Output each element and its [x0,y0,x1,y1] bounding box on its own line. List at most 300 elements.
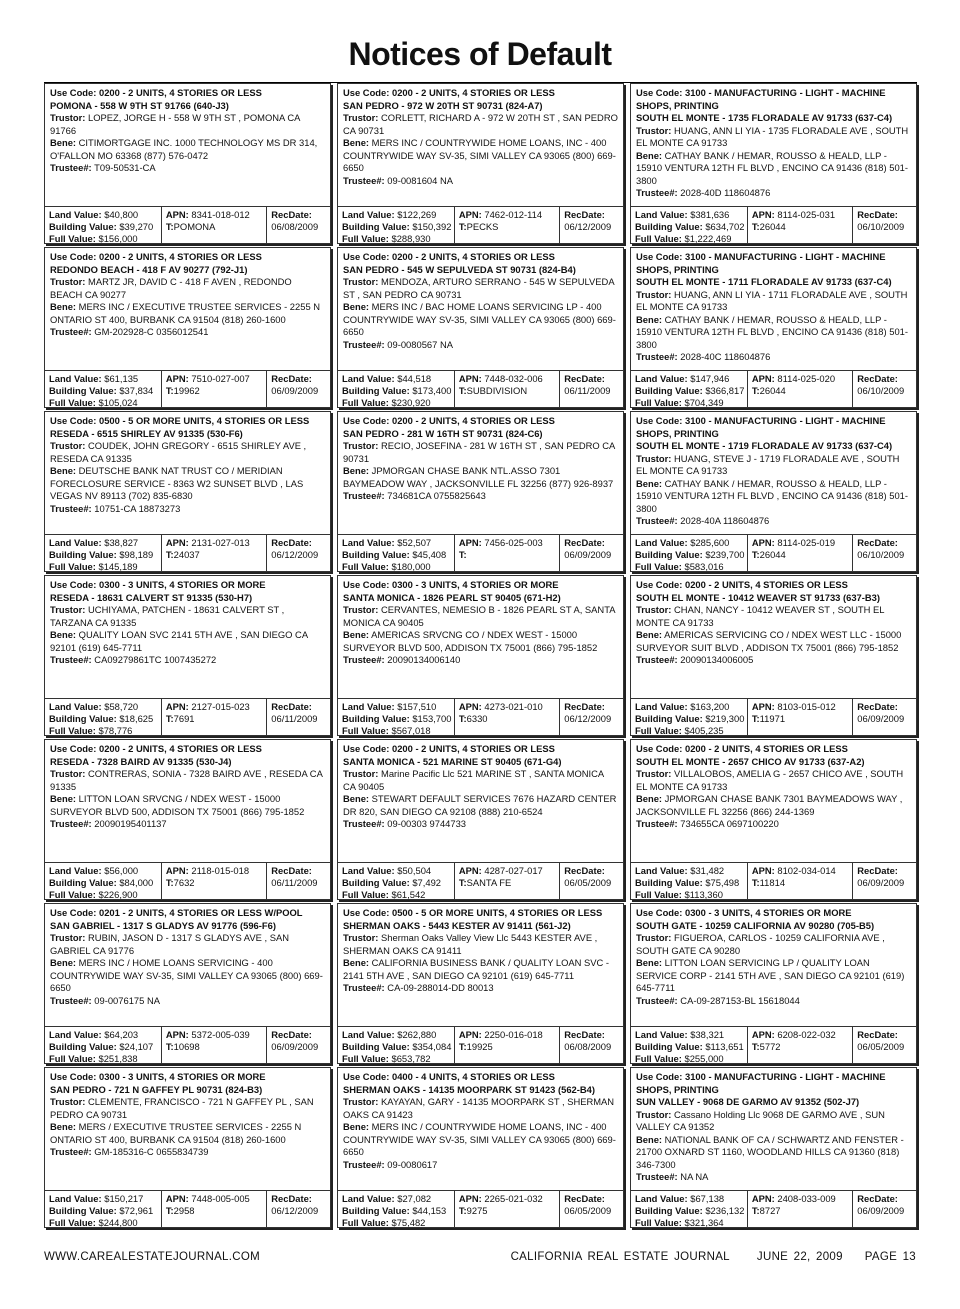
property-address: SHERMAN OAKS - 14135 MOORPARK ST 91423 (562-B4) [343,1083,595,1095]
bene-value: MERS INC / BAC HOME LOANS SERVICING LP - 400 COUNTRYWIDE WAY SV-35, SIMI VALLEY CA 93065 (800) 669-6650 [343,301,616,337]
property-address: RESEDA - 6515 SHIRLEY AV 91335 (530-F6) [50,427,243,439]
use-code-label: Use Code: [50,907,97,918]
use-code-value: 0300 - 3 UNITS, 4 STORIES OR MORE [98,579,266,590]
land-label: Land Value: [342,209,395,220]
recdate-value: 06/08/2009 [271,221,319,232]
value-row [45,1190,330,1227]
trustee-value: NA NA [680,1171,709,1182]
land-value: $61,135 [104,373,139,384]
apn-label: APN: [458,1029,482,1040]
trustee-value: 734655CA 0697100220 [680,818,779,829]
values-cell [631,1027,748,1063]
recdate-value: 06/11/2009 [271,713,318,724]
t-label: T: [165,1041,174,1052]
t-value: POMONA [173,221,216,232]
trustor-label: Trustor: [636,604,672,615]
t-label: T: [751,1205,760,1216]
recdate-cell [560,863,623,899]
trustor-value: Sherman Oaks Valley View Llc 5443 KESTER AVE , SHERMAN OAKS CA 91411 [343,932,598,956]
recdate-cell [267,207,330,243]
apn-label: APN: [458,1193,482,1204]
apn-label: APN: [165,1029,189,1040]
trustee-label: Trustee#: [343,654,385,665]
trustee-label: Trustee#: [50,994,92,1006]
bene-label: Bene: [50,957,77,968]
bene-label: Bene: [636,629,663,640]
apn-label: APN: [458,865,482,876]
notice-card [630,575,917,736]
recdate-cell [560,699,623,735]
apn-value: 2408-033-009 [777,1193,836,1204]
recdate-value: 06/12/2009 [271,1205,319,1216]
notice-text [631,248,916,370]
full-label: Full Value: [635,889,682,899]
t-value: 24037 [173,549,200,560]
recdate-value: 06/05/2009 [564,877,612,888]
land-label: Land Value: [49,537,102,548]
land-label: Land Value: [342,1193,395,1204]
building-value: $37,834 [119,385,154,396]
full-label: Full Value: [49,233,96,243]
trustor-label: Trustor: [636,932,672,943]
trustor-label: Trustor: [343,1096,379,1107]
recdate-cell [560,371,623,407]
bene-label: Bene: [636,793,663,804]
recdate-value: 06/12/2009 [564,221,612,232]
value-row [631,1190,916,1227]
trustor-value: MARTZ JR, DAVID C - 418 F AVEN , REDONDO BEACH CA 90277 [50,276,292,300]
building-value: $72,961 [119,1205,154,1216]
apn-label: APN: [165,209,189,220]
value-row [45,370,330,407]
land-label: Land Value: [49,1029,102,1040]
full-label: Full Value: [635,397,682,407]
apn-cell [162,1191,267,1227]
building-value: $113,651 [705,1041,744,1052]
apn-label: APN: [751,209,775,220]
use-code-value: 0200 - 2 UNITS, 4 STORIES OR LESS [98,87,262,98]
building-label: Building Value: [342,1041,410,1052]
trustor-label: Trustor: [50,604,86,615]
full-value: $226,900 [98,889,138,899]
trustor-value: CLEMENTE, FRANCISCO - 721 N GAFFEY PL , SAN PEDRO CA 90731 [50,1096,314,1120]
value-row [338,206,623,243]
bene-value: CATHAY BANK / HEMAR, ROUSSO & HEALD, LLP - 15910 VENTURA 12TH FL BLVD , ENCINO CA 91436 (818) 501-3800 [636,477,908,514]
full-value: $230,920 [391,397,431,407]
bene-label: Bene: [50,1121,77,1132]
apn-cell [162,699,267,735]
t-value: 2958 [173,1205,195,1216]
bene-value: DEUTSCHE BANK NAT TRUST CO / MERIDIAN FORECLOSURE SERVICE - 8363 W2 SUNSET BLVD , LAS VEGAS NV 89113 (702) 835-6830 [50,465,304,501]
building-label: Building Value: [49,1205,117,1216]
t-label: T: [751,221,760,232]
t-label: T: [751,1041,760,1052]
values-cell [631,207,748,243]
property-address: SAN GABRIEL - 1317 S GLADYS AV 91776 (596-F6) [50,919,276,931]
apn-cell [748,1191,853,1227]
notice-text [631,412,916,534]
values-cell [631,699,748,735]
land-value: $150,217 [104,1193,144,1204]
notice-card [44,411,331,572]
full-value: $113,360 [684,889,723,899]
recdate-label: RecDate: [857,1029,898,1040]
full-label: Full Value: [342,1053,389,1063]
apn-label: APN: [458,537,482,548]
bene-value: JPMORGAN CHASE BANK NTL.ASSO 7301 BAYMEADOW WAY , JACKSONVILLE FL 32256 (877) 926-8937 [343,465,614,489]
recdate-value: 06/09/2009 [271,385,319,396]
trustee-label: Trustee#: [343,490,385,501]
bene-label: Bene: [636,1133,663,1145]
value-row [338,1026,623,1063]
notice-text [45,576,330,698]
recdate-label: RecDate: [564,537,605,548]
property-address: RESEDA - 18631 CALVERT ST 91335 (530-H7) [50,591,253,603]
notice-text [338,740,623,862]
footer-page: PAGE 13 [864,1251,916,1263]
apn-cell [455,699,560,735]
property-address: SOUTH EL MONTE - 1719 FLORADALE AV 91733 (637-C4) [636,440,893,451]
full-value: $105,024 [98,397,138,407]
recdate-cell [267,535,330,571]
full-value: $704,349 [684,397,724,407]
land-label: Land Value: [342,373,395,384]
use-code-label: Use Code: [636,251,683,262]
value-row [45,534,330,571]
property-address: POMONA - 558 W 9TH ST 91766 (640-J3) [50,99,229,111]
use-code-label: Use Code: [636,87,683,98]
values-cell [45,863,162,899]
use-code-value: 0500 - 5 OR MORE UNITS, 4 STORIES OR LESS [391,907,603,918]
apn-cell [455,371,560,407]
values-cell [338,207,455,243]
footer-website: WWW.CAREALESTATEJOURNAL.COM [44,1251,260,1263]
building-value: $236,132 [705,1205,745,1216]
notice-text [338,412,623,534]
recdate-cell [267,863,330,899]
use-code-value: 3100 - MANUFACTURING - LIGHT - MACHINE SHOPS, PRINTING [636,415,886,439]
land-value: $27,082 [397,1193,432,1204]
recdate-label: RecDate: [564,701,605,712]
use-code-value: 3100 - MANUFACTURING - LIGHT - MACHINE SHOPS, PRINTING [636,251,886,275]
recdate-label: RecDate: [271,373,312,384]
building-label: Building Value: [49,877,117,888]
land-value: $40,800 [104,209,139,220]
full-label: Full Value: [49,561,96,571]
building-label: Building Value: [635,1041,703,1052]
building-label: Building Value: [635,385,703,396]
full-label: Full Value: [635,233,682,243]
trustee-value: GM-185316-C 0655834739 [94,1146,209,1157]
land-label: Land Value: [342,537,395,548]
full-label: Full Value: [342,889,389,899]
apn-cell [455,207,560,243]
bene-label: Bene: [343,629,370,640]
full-value: $251,838 [98,1053,138,1063]
bene-value: MERS INC / COUNTRYWIDE HOME LOANS, INC - 400 COUNTRYWIDE WAY SV-35, SIMI VALLEY CA 93065 (800) 669-6650 [343,1121,616,1157]
land-value: $64,203 [104,1029,139,1040]
recdate-value: 06/09/2009 [857,877,905,888]
trustee-label: Trustee#: [50,818,92,829]
full-value: $78,776 [98,725,133,735]
notice-card [44,83,331,244]
land-value: $58,720 [104,701,139,712]
footer-date: JUNE 22, 2009 [756,1251,843,1263]
apn-value: 8114-025-020 [777,373,836,384]
apn-label: APN: [751,701,775,712]
value-row [45,206,330,243]
values-cell [45,207,162,243]
full-label: Full Value: [635,725,682,735]
t-value: SANTA FE [466,877,512,888]
building-value: $150,392 [412,221,452,232]
recdate-value: 06/09/2009 [857,1205,905,1216]
apn-cell [748,371,853,407]
building-value: $153,700 [412,713,452,724]
apn-cell [455,863,560,899]
trustee-value: 10751-CA 18873273 [94,502,181,514]
t-label: T: [751,713,760,724]
trustor-value: MENDOZA, ARTURO SERRANO - 545 W SEPULVEDA ST , SAN PEDRO CA 90731 [343,276,615,300]
apn-label: APN: [165,537,189,548]
notice-card [337,1067,624,1228]
land-label: Land Value: [635,537,688,548]
building-label: Building Value: [49,1041,117,1052]
trustee-value: 734681CA 0755825643 [387,490,486,501]
building-value: $634,702 [705,221,745,232]
use-code-value: 0500 - 5 OR MORE UNITS, 4 STORIES OR LESS [98,415,310,426]
building-value: $75,498 [705,877,740,888]
full-label: Full Value: [342,1217,389,1227]
trustee-label: Trustee#: [343,982,385,993]
land-value: $38,827 [104,537,139,548]
recdate-cell [853,371,916,407]
recdate-value: 06/11/2009 [564,385,611,396]
recdate-value: 06/05/2009 [564,1205,612,1216]
recdate-cell [853,699,916,735]
values-cell [338,535,455,571]
full-label: Full Value: [342,725,389,735]
recdate-cell [853,1191,916,1227]
trustor-label: Trustor: [636,452,672,464]
recdate-label: RecDate: [857,1193,898,1204]
value-row [45,862,330,899]
land-label: Land Value: [635,701,688,712]
bene-value: AMERICAS SERVICING CO / NDEX WEST LLC - 15000 SURVEYOR SUIT BLVD , ADDISON TX 75001 (866) 795-1852 [636,629,902,653]
apn-value: 7510-027-007 [191,373,250,384]
recdate-label: RecDate: [271,209,312,220]
recdate-cell [267,1191,330,1227]
trustee-label: Trustee#: [50,502,92,514]
full-label: Full Value: [342,397,389,407]
trustor-label: Trustor: [343,440,379,451]
bene-value: MERS INC / EXECUTIVE TRUSTEE SERVICES - 2255 N ONTARIO ST 400, BURBANK CA 91504 (818) 260-1600 [50,301,321,325]
recdate-label: RecDate: [564,1193,605,1204]
land-label: Land Value: [49,865,102,876]
bene-label: Bene: [343,137,370,148]
notices-grid [44,82,917,1231]
apn-label: APN: [751,373,775,384]
trustor-label: Trustor: [50,440,86,451]
land-value: $67,138 [690,1193,725,1204]
bene-value: STEWART DEFAULT SERVICES 7676 HAZARD CENTER DR 820, SAN DIEGO CA 92108 (888) 210-6524 [343,793,617,817]
land-value: $50,504 [397,865,432,876]
apn-value: 4273-021-010 [484,701,543,712]
bene-label: Bene: [636,477,663,489]
t-label: T: [458,877,467,888]
apn-value: 2265-021-032 [484,1193,543,1204]
use-code-label: Use Code: [636,415,683,426]
apn-value: 2118-015-018 [191,865,250,876]
trustee-label: Trustee#: [343,1158,385,1170]
trustor-value: UCHIYAMA, PATCHEN - 18631 CALVERT ST , TARZANA CA 91335 [50,604,285,628]
apn-cell [162,863,267,899]
building-value: $44,153 [412,1205,447,1216]
t-label: T: [458,713,467,724]
bene-label: Bene: [343,1121,370,1132]
bene-label: Bene: [50,793,77,804]
land-value: $122,269 [397,209,437,220]
notice-text [338,84,623,206]
recdate-label: RecDate: [564,1029,605,1040]
recdate-value: 06/09/2009 [564,549,612,560]
trustor-label: Trustor: [636,124,672,136]
trustee-value: CA-09-287153-BL 15618044 [680,994,800,1006]
trustee-value: 2028-40C 118604876 [680,351,771,362]
page-title: Notices of Default [348,36,612,72]
t-value: 26044 [759,549,786,560]
notice-card [630,247,917,408]
apn-value: 7462-012-114 [484,209,543,220]
t-label: T: [458,1041,467,1052]
recdate-cell [267,371,330,407]
property-address: SANTA MONICA - 1826 PEARL ST 90405 (671-H2) [343,591,561,603]
apn-value: 6208-022-032 [777,1029,836,1040]
trustee-value: 20090134006140 [387,654,461,665]
bene-value: CITIMORTGAGE INC. 1000 TECHNOLOGY MS DR 314, O'FALLON MO 63368 (877) 576-0472 [50,137,318,161]
trustee-label: Trustee#: [50,1146,92,1157]
bene-value: AMERICAS SRVCNG CO / NDEX WEST - 15000 SURVEYOR BLVD 500, ADDISON TX 75001 (866) 795-1852 [343,629,598,653]
land-label: Land Value: [49,1193,102,1204]
apn-value: 8114-025-031 [777,209,836,220]
building-value: $219,300 [705,713,745,724]
building-value: $239,700 [705,549,745,560]
land-value: $262,880 [397,1029,437,1040]
use-code-label: Use Code: [50,87,97,98]
trustor-label: Trustor: [50,932,86,943]
use-code-value: 0300 - 3 UNITS, 4 STORIES OR MORE [391,579,559,590]
trustor-value: COUDEK, JOHN GREGORY - 6515 SHIRLEY AVE , RESEDA CA 91335 [50,440,307,464]
notice-text [45,1068,330,1190]
bene-value: LITTON LOAN SRVCNG / NDEX WEST - 15000 SURVEYOR BLVD 500, ADDISON TX 75001 (866) 795-1852 [50,793,305,817]
apn-value: 4287-027-017 [484,865,543,876]
apn-cell [455,535,560,571]
values-cell [631,863,748,899]
apn-cell [162,535,267,571]
recdate-value: 06/09/2009 [271,1041,319,1052]
use-code-value: 0200 - 2 UNITS, 4 STORIES OR LESS [684,743,848,754]
notice-card [337,575,624,736]
recdate-label: RecDate: [857,701,898,712]
notice-text [45,412,330,534]
values-cell [45,535,162,571]
recdate-label: RecDate: [564,209,605,220]
use-code-label: Use Code: [343,251,390,262]
apn-cell [455,1191,560,1227]
t-value: 6330 [466,713,488,724]
land-value: $147,946 [690,373,730,384]
trustee-value: CA09279861TC 1007435272 [94,654,217,665]
value-row [631,370,916,407]
t-label: T: [458,221,467,232]
full-value: $75,482 [391,1217,426,1227]
use-code-value: 0201 - 2 UNITS, 4 STORIES OR LESS W/POOL [98,907,303,918]
notice-text [338,904,623,1026]
property-address: SOUTH GATE - 10259 CALIFORNIA AV 90280 (705-B5) [636,919,875,931]
apn-value: 7456-025-003 [484,537,543,548]
recdate-cell [560,1027,623,1063]
use-code-value: 0200 - 2 UNITS, 4 STORIES OR LESS [391,743,555,754]
value-row [338,534,623,571]
apn-cell [748,699,853,735]
bene-value: LITTON LOAN SERVICING LP / QUALITY LOAN SERVICE CORP - 2141 5TH AVE , SAN DIEGO CA 92101 (619) 645-7711 [636,957,905,993]
recdate-value: 06/12/2009 [271,549,319,560]
bene-label: Bene: [50,301,77,312]
apn-label: APN: [165,1193,189,1204]
trustor-label: Trustor: [343,932,379,943]
apn-value: 2250-016-018 [484,1029,543,1040]
land-label: Land Value: [342,865,395,876]
full-value: $180,000 [391,561,431,571]
trustor-value: RUBIN, JASON D - 1317 S GLADYS AVE , SAN GABRIEL CA 91776 [50,932,289,956]
notice-text [338,248,623,370]
recdate-cell [267,699,330,735]
trustor-value: Cassano Holding Llc 9068 DE GARMO AVE , SUN VALLEY CA 91352 [636,1108,885,1132]
apn-value: 7448-032-006 [484,373,543,384]
t-value: 19925 [466,1041,493,1052]
building-value: $39,270 [119,221,154,232]
recdate-cell [560,1191,623,1227]
apn-cell [162,207,267,243]
recdate-label: RecDate: [857,537,898,548]
trustee-label: Trustee#: [343,174,385,186]
value-row [338,370,623,407]
values-cell [338,1191,455,1227]
bene-label: Bene: [636,313,663,325]
trustee-label: Trustee#: [343,338,385,350]
full-label: Full Value: [49,1053,96,1063]
values-cell [631,1191,748,1227]
footer-info [511,1251,916,1263]
apn-value: 7448-005-005 [191,1193,250,1204]
use-code-value: 3100 - MANUFACTURING - LIGHT - MACHINE SHOPS, PRINTING [636,1071,886,1095]
notice-card [337,83,624,244]
property-address: SHERMAN OAKS - 5443 KESTER AV 91411 (561-J2) [343,919,571,931]
building-value: $366,817 [705,385,745,396]
trustor-value: FIGUEROA, CARLOS - 10259 CALIFORNIA AVE , SOUTH GATE CA 90280 [636,932,885,956]
recdate-cell [560,207,623,243]
trustor-label: Trustor: [343,768,379,779]
notice-text [45,84,330,206]
full-label: Full Value: [49,397,96,407]
use-code-label: Use Code: [50,251,97,262]
apn-label: APN: [751,1029,775,1040]
trustee-label: Trustee#: [636,994,678,1006]
full-value: $156,000 [98,233,138,243]
full-value: $255,000 [684,1053,724,1063]
apn-cell [748,863,853,899]
use-code-label: Use Code: [343,907,390,918]
